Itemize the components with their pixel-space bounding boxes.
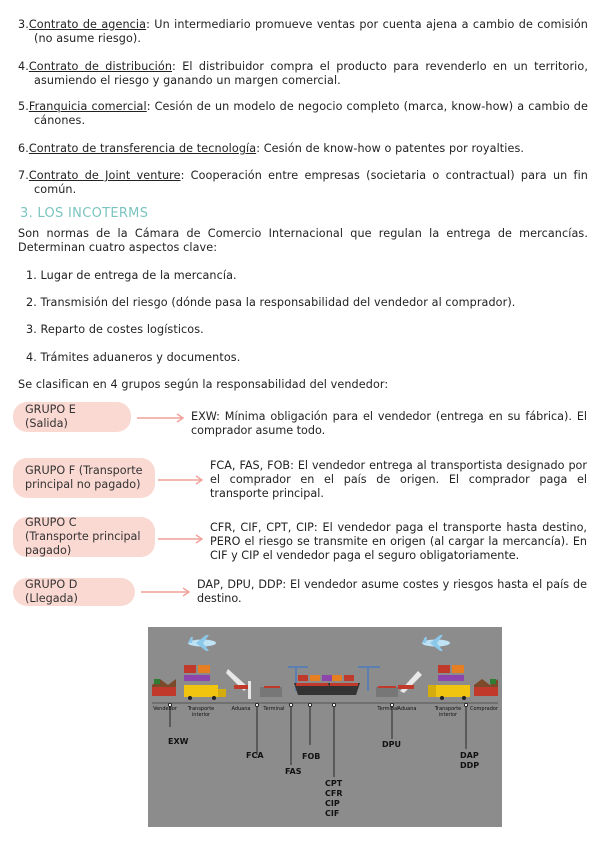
customs-gate-icon xyxy=(226,669,251,699)
list-item-contract-5 xyxy=(18,100,588,128)
location-label: Transporte interior xyxy=(434,706,462,718)
term-dap: DAP xyxy=(460,751,479,760)
location-label: Terminal xyxy=(377,706,399,712)
contract-desc: : El distribuidor compra el producto para revenderlo en un territorio, asumiendo el riesgo y ganando un margen comercial. xyxy=(34,60,588,87)
factory-icon xyxy=(152,679,176,696)
contract-desc: : Cesión de un modelo de negocio completo (marca, know-how) a cambio de cánones. xyxy=(34,100,588,127)
group-d-desc: DAP, DPU, DDP: El vendedor asume costes y riesgos hasta el país de destino. xyxy=(197,578,587,605)
aspect-item: 3. Reparto de costes logísticos. xyxy=(26,323,204,336)
item-number: 7. xyxy=(18,169,29,182)
group-c-pill xyxy=(13,517,155,557)
term-label-fca: FCA xyxy=(246,751,264,760)
customs-gate-icon xyxy=(398,671,422,693)
list-item-contract-4 xyxy=(18,60,588,88)
group-label: GRUPO E (Salida) xyxy=(25,403,76,430)
term-label-fob: FOB xyxy=(302,752,321,761)
term-label-exw: EXW xyxy=(168,737,189,746)
aspect-item: 2. Transmisión del riesgo (dónde pasa la responsabilidad del vendedor al comprador). xyxy=(26,296,516,309)
term-label-c-group xyxy=(325,779,343,819)
term-cip: CIP xyxy=(325,799,340,808)
arrow-right-icon xyxy=(157,474,205,486)
group-d-pill xyxy=(13,578,135,606)
incoterms-diagram xyxy=(148,627,502,827)
contract-name: Contrato de transferencia de tecnología xyxy=(28,142,257,155)
term-label-d-group xyxy=(460,751,479,771)
contract-desc: : Un intermediario promueve ventas por cuenta ajena a cambio de comisión (no asume riesgo). xyxy=(34,18,588,45)
group-f-desc: FCA, FAS, FOB: El vendedor entrega al transportista designado por el comprador en el país de origen. El comprador paga el transporte principal. xyxy=(210,459,587,500)
item-number: 5. xyxy=(18,100,29,113)
groups-intro: Se clasifican en 4 grupos según la responsabilidad del vendedor: xyxy=(18,378,389,391)
intro-paragraph: Son normas de la Cámara de Comercio Internacional que regulan la entrega de mercancías. Determinan cuatro aspectos clave: xyxy=(18,227,588,254)
group-c-desc: CFR, CIF, CPT, CIP: El vendedor paga el transporte hasta destino, PERO el riesgo se transmite en origen (al cargar la mercancía). En CIF y CIP el vendedor paga el seguro obligatoriamente. xyxy=(210,521,587,562)
term-cif: CIF xyxy=(325,809,340,818)
location-label: Aduana xyxy=(397,706,417,712)
arrow-right-icon xyxy=(140,586,192,598)
group-e-pill xyxy=(13,402,131,432)
location-label: Comprador xyxy=(469,706,498,712)
truck-icon xyxy=(184,665,226,700)
contract-name: Contrato de distribución xyxy=(28,60,173,73)
terminal-icon xyxy=(376,687,398,697)
list-item-contract-7 xyxy=(18,169,588,197)
location-label: Transporte interior xyxy=(187,706,215,718)
term-label-dpu: DPU xyxy=(382,740,401,749)
group-f-pill xyxy=(13,458,155,498)
list-item-contract-3 xyxy=(18,18,588,46)
airplane-icon xyxy=(188,635,216,651)
term-cpt: CPT xyxy=(325,779,343,788)
contract-name: Franquicia comercial xyxy=(28,100,147,113)
group-label: GRUPO F (Transporte principal no pagado) xyxy=(25,464,143,491)
aspect-item: 4. Trámites aduaneros y documentos. xyxy=(26,351,241,364)
truck-icon xyxy=(428,665,470,700)
item-number: 3. xyxy=(18,18,29,31)
section-title: 3. LOS INCOTERMS xyxy=(20,206,149,221)
terminal-icon xyxy=(260,687,282,697)
group-label: GRUPO D (Llegada) xyxy=(25,578,78,605)
term-cfr: CFR xyxy=(325,789,343,798)
aspect-item: 1. Lugar de entrega de la mercancía. xyxy=(26,269,237,282)
term-ddp: DDP xyxy=(460,761,480,770)
contract-name: Contrato de Joint venture xyxy=(28,169,181,182)
arrow-right-icon xyxy=(157,533,205,545)
list-item-contract-6 xyxy=(18,142,588,156)
contract-desc: : Cooperación entre empresas (societaria o contractual) para un fin común. xyxy=(34,169,588,196)
item-number: 4. xyxy=(18,60,29,73)
item-number: 6. xyxy=(18,142,29,155)
term-label-fas: FAS xyxy=(285,767,302,776)
contract-desc: : Cesión de know-how o patentes por royalties. xyxy=(256,142,525,155)
ship-icon xyxy=(328,675,360,695)
group-e-desc: EXW: Mínima obligación para el vendedor (entrega en su fábrica). El comprador asume todo. xyxy=(191,410,587,437)
arrow-right-icon xyxy=(136,412,186,424)
factory-icon xyxy=(474,679,498,696)
location-label: Terminal xyxy=(263,706,285,712)
group-label: GRUPO C (Transporte principal pagado) xyxy=(25,516,141,557)
location-label: Aduana xyxy=(231,706,251,712)
location-label: Vendedor xyxy=(153,706,177,712)
airplane-icon xyxy=(422,635,450,651)
contract-name: Contrato de agencia xyxy=(28,18,147,31)
